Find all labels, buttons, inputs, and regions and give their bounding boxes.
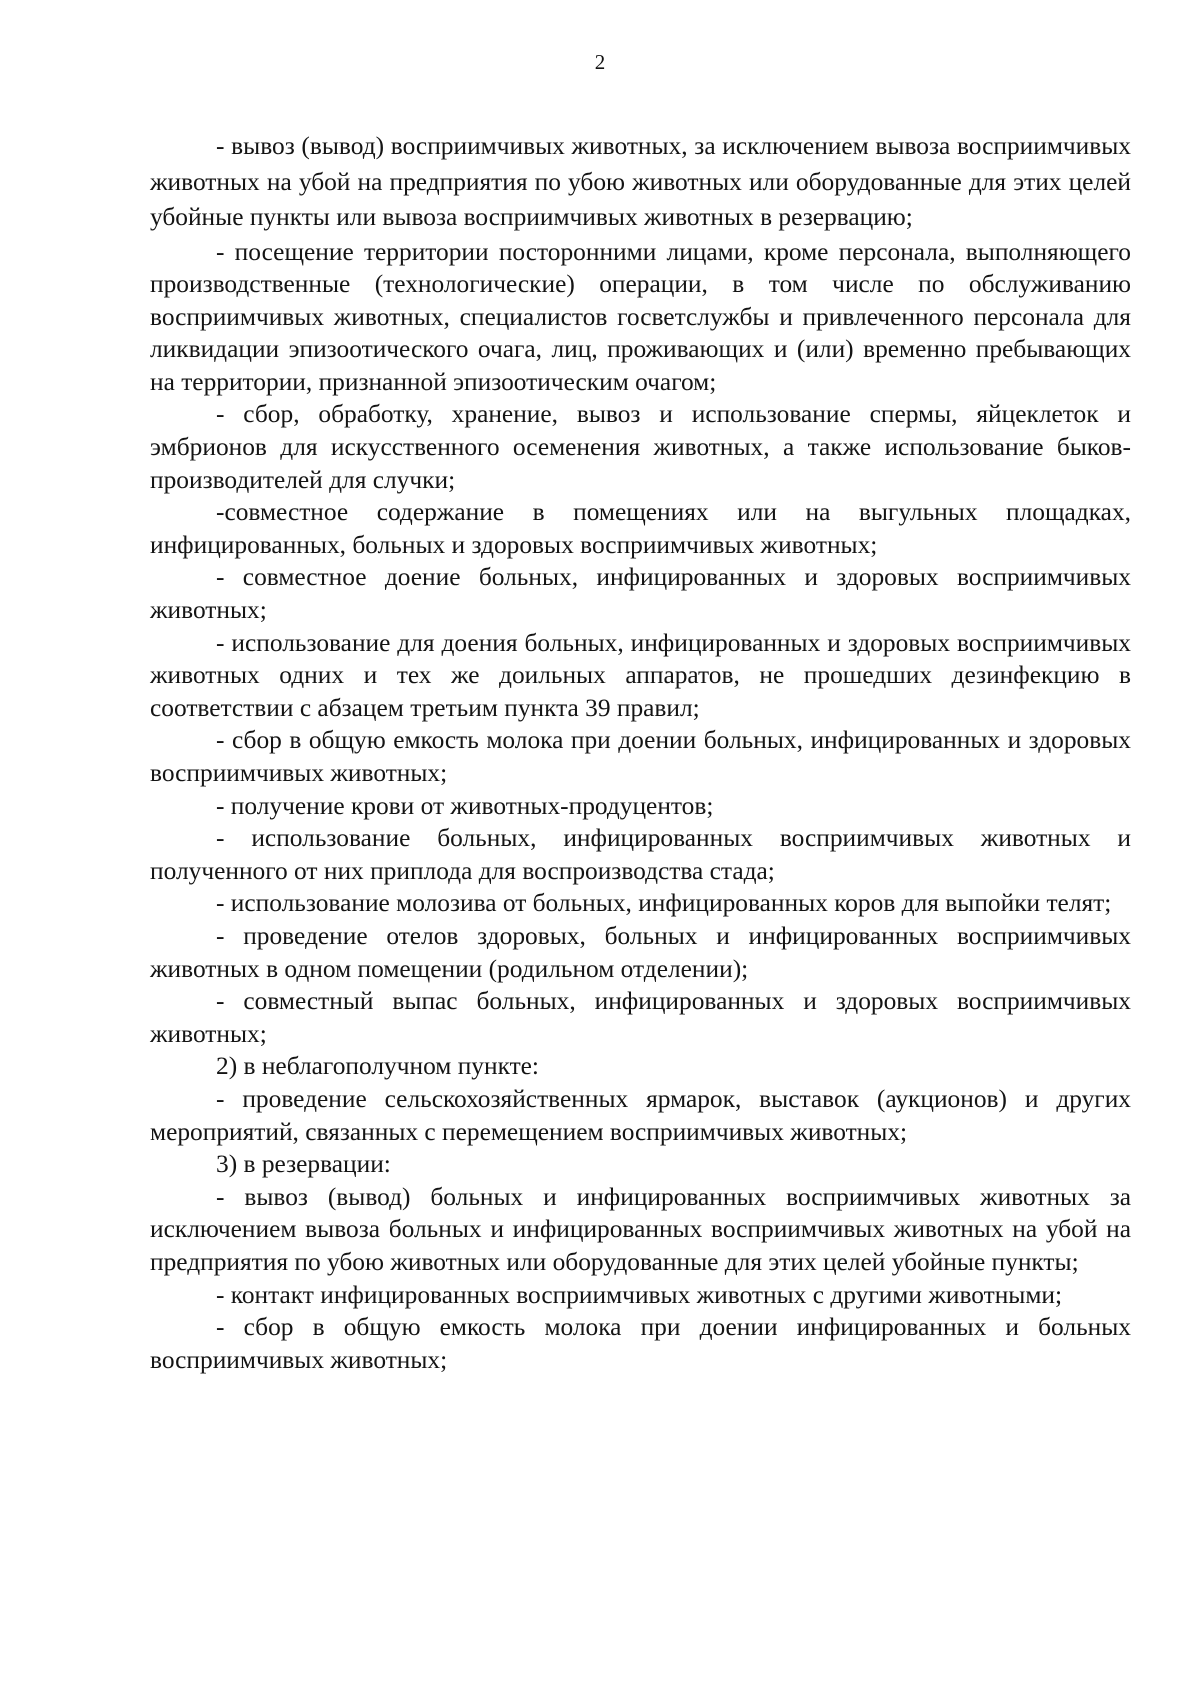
- paragraph: - сбор в общую емкость молока при доении инфицированных и больных восприимчивых животных;: [150, 1313, 1131, 1374]
- paragraph: - проведение сельскохозяйственных ярмарок, выставок (аукционов) и других мероприятий, связанных с перемещением восприимчивых животных;: [150, 1084, 1131, 1146]
- paragraph: 3) в резервации:: [216, 1150, 391, 1179]
- paragraph: - использование молозива от больных, инфицированных коров для выпойки телят;: [216, 889, 1112, 918]
- paragraph: - совместное доение больных, инфицированных и здоровых восприимчивых животных;: [150, 563, 1131, 625]
- paragraph: - сбор, обработку, хранение, вывоз и использование спермы, яйцеклеток и эмбрионов для искусственного осеменения животных, а также использование быков-производителей для случки;: [150, 400, 1131, 494]
- paragraph: - получение крови от животных-продуцентов;: [216, 791, 714, 820]
- document-body: [150, 129, 1131, 1376]
- paragraph: - контакт инфицированных восприимчивых животных с другими животными;: [216, 1280, 1063, 1309]
- paragraph: - совместный выпас больных, инфицированных и здоровых восприимчивых животных;: [150, 987, 1131, 1048]
- page-number: 2: [594, 50, 606, 74]
- paragraph: - посещение территории посторонними лицами, кроме персонала, выполняющего производственные (технологические) операции, в том числе по обслуживанию восприимчивых животных, специалистов госветслужбы и привлеченного персонала для ликвидации эпизоотического очага, лиц, проживающих и (или) временно пребывающих на территории, признанной эпизоотическим очагом;: [150, 237, 1131, 396]
- paragraph: - проведение отелов здоровых, больных и инфицированных восприимчивых животных в одном помещении (родильном отделении);: [150, 921, 1131, 983]
- paragraph: - вывоз (вывод) восприимчивых животных, за исключением вывоза восприимчивых животных на убой на предприятия по убою животных или оборудованные для этих целей убойные пункты или вывоза восприимчивых животных в резервацию;: [150, 132, 1131, 231]
- paragraph: - использование больных, инфицированных восприимчивых животных и полученного от них приплода для воспроизводства стада;: [150, 824, 1131, 885]
- paragraph: - использование для доения больных, инфицированных и здоровых восприимчивых животных одних и тех же доильных аппаратов, не прошедших дезинфекцию в соответствии с абзацем третьим пункта 39 правил;: [150, 628, 1131, 722]
- paragraph: - вывоз (вывод) больных и инфицированных восприимчивых животных за исключением вывоза больных и инфицированных восприимчивых животных на убой на предприятия по убою животных или оборудованные для этих целей убойные пункты;: [150, 1182, 1131, 1276]
- paragraph: - сбор в общую емкость молока при доении больных, инфицированных и здоровых восприимчивых животных;: [150, 726, 1131, 787]
- paragraph: 2) в неблагополучном пункте:: [216, 1052, 539, 1081]
- paragraph: -совместное содержание в помещениях или на выгульных площадках, инфицированных, больных и здоровых восприимчивых животных;: [150, 498, 1131, 559]
